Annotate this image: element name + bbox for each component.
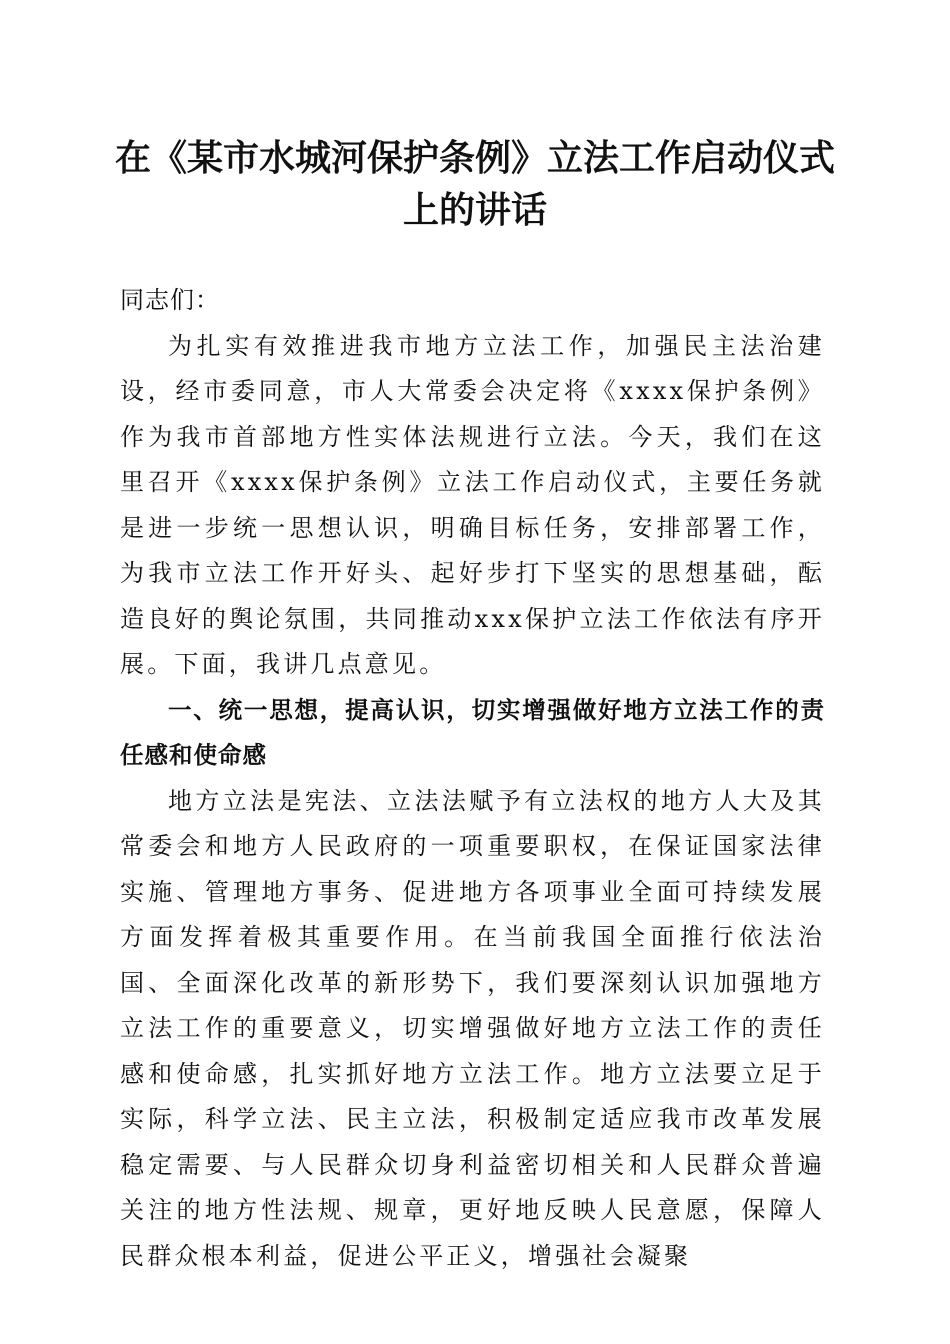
intro-paragraph: 为扎实有效推进我市地方立法工作，加强民主法治建设，经市委同意，市人大常委会决定将《xxxx保护条例》作为我市首部地方性实体法规进行立法。今天，我们在这里召开《xxxx保护条例》立法工作启动仪式，主要任务就是进一步统一思想认识，明确目标任务，安排部署工作，为我市立法工作开好头、起好步打下坚实的思想基础，酝造良好的舆论氛围，共同推动xxx保护立法工作依法有序开展。下面，我讲几点意见。 <box>120 331 825 678</box>
document-body <box>120 278 825 1279</box>
section-paragraph-1: 地方立法是宪法、立法法赋予有立法权的地方人大及其常委会和地方人民政府的一项重要职权，在保证国家法律实施、管理地方事务、促进地方各项事业全面可持续发展方面发挥着极其重要作用。在当前我国全面推行依法治国、全面深化改革的新形势下，我们要深刻认识加强地方立法工作的重要意义，切实增强做好地方立法工作的责任感和使命感，扎实抓好地方立法工作。地方立法要立足于实际，科学立法、民主立法，积极制定适应我市改革发展稳定需要、与人民群众切身利益密切相关和人民群众普遍关注的地方性法规、规章，更好地反映人民意愿，保障人民群众根本利益，促进公平正义，增强社会凝聚 <box>120 786 825 1270</box>
section-heading-1: 一、统一思想，提高认识，切实增强做好地方立法工作的责任感和使命感 <box>120 695 825 769</box>
document-title: 在《某市水城河保护条例》立法工作启动仪式上的讲话 <box>114 137 835 231</box>
salutation: 同志们： <box>120 286 220 314</box>
